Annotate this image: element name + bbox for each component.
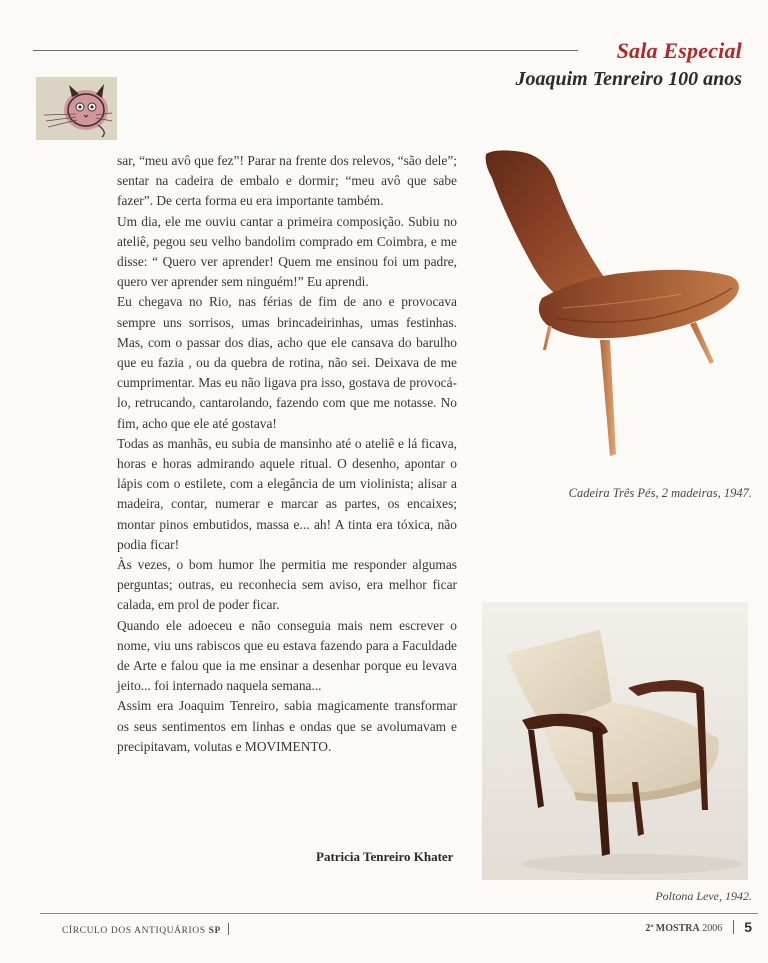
paragraph: Um dia, ele me ouviu cantar a primeira composição. Subiu no ateliê, pegou seu velho bandolim comprado em Coimbra, e me disse: “ Quero ver aprender! Quem me ensinou foi um padre, quero ver aprender sem ninguém!” Eu aprendi. xyxy=(117,213,457,290)
edition-year: 2006 xyxy=(702,923,723,934)
section-title: Sala Especial xyxy=(616,38,742,63)
paragraph: sar, “meu avô que fez”! Parar na frente dos relevos, “são dele”; sentar na cadeira de embalo e dormir; “meu avô que sabe fazer”. De certa forma eu era importante também. xyxy=(117,153,457,209)
paragraph: Quando ele adoeceu e não conseguia mais nem escrever o nome, viu uns rabiscos que eu estava fazendo para a Faculdade de Arte e falou que ia me ensinar a desenhar porque eu levava jeito... foi internado naquela semana... xyxy=(117,617,457,694)
armchair-photo xyxy=(482,602,748,880)
footer-edition xyxy=(645,919,752,935)
paragraph: Às vezes, o bom humor lhe permitia me responder algumas perguntas; outras, eu reconhecia sem aviso, era melhor ficar calada, em prol de poder ficar. xyxy=(117,557,457,613)
paragraph: Eu chegava no Rio, nas férias de fim de ano e provocava sempre uns sorrisos, umas brincadeirinhas, umas festinhas. Mas, com o passar dos dias, acho que ele cansava do barulho que eu fazia , ou da quebra de rotina, não sei. Deixava de me cumprimentar. Mas eu não ligava pra isso, gostava de provocá-lo, retrucando, cantarolando, fazendo com que me notasse. No fim, acho que ele até gostava! xyxy=(117,294,457,431)
publication-suffix: SP xyxy=(208,926,221,936)
chair2-caption: Poltona Leve, 1942. xyxy=(655,889,752,903)
three-legged-chair-photo xyxy=(482,148,744,468)
page-number: 5 xyxy=(744,919,752,935)
paragraph: Todas as manhãs, eu subia de mansinho até o ateliê e lá ficava, horas e horas admirando aquele ritual. O desenho, apontar o lápis com o estilete, com a elegância de um violinista; alisar a madeira, contar, numerar e marcar as partes, os encaixes; montar pinos embutidos, massa e... ah! A tinta era tóxica, não podia ficar! xyxy=(117,435,457,552)
header-rule xyxy=(33,50,578,51)
paragraph: Assim era Joaquim Tenreiro, sabia magicamente transformar os seus sentimentos em linhas e ondas que se avolumavam e precipitavam, volutas e MOVIMENTO. xyxy=(117,698,457,754)
footer-divider xyxy=(228,923,229,935)
article-body xyxy=(117,151,457,757)
footer-rule xyxy=(40,913,758,914)
footer-divider xyxy=(733,920,734,934)
footer-publication xyxy=(62,923,229,936)
article-title: Joaquim Tenreiro 100 anos xyxy=(515,68,742,90)
publication-name: CÍRCULO DOS ANTIQUÁRIOS xyxy=(62,926,206,936)
edition-label: 2ª MOSTRA xyxy=(645,923,700,934)
chair1-caption: Cadeira Três Pés, 2 madeiras, 1947. xyxy=(568,486,752,500)
article-author: Patricia Tenreiro Khater xyxy=(316,849,454,864)
cat-icon xyxy=(36,77,117,140)
